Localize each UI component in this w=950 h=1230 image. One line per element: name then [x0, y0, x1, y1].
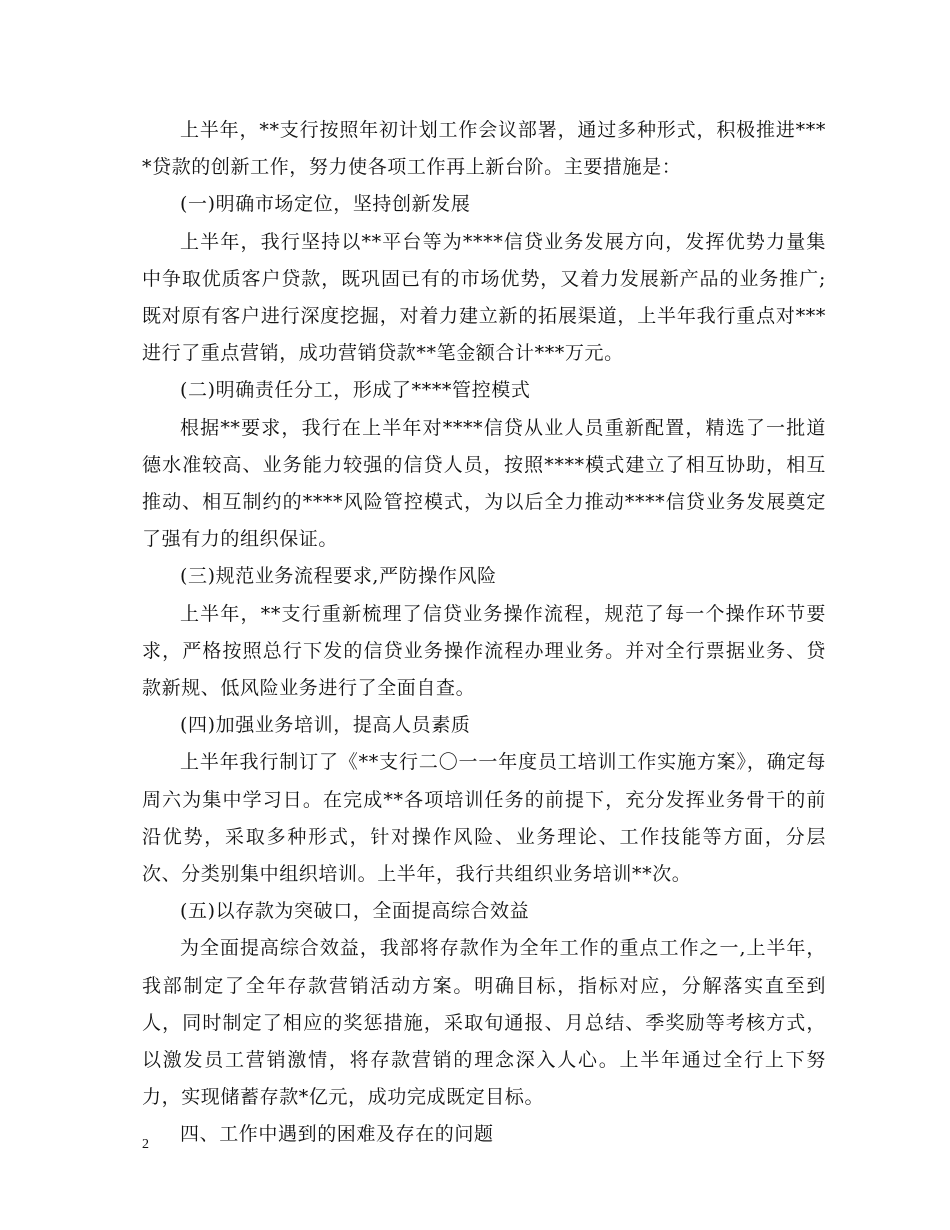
heading-problems: 四、工作中遇到的困难及存在的问题: [180, 1123, 494, 1146]
paragraph-training: 上半年我行制订了《**支行二〇一一年度员工培训工作实施方案》，确定每周六为集中学习日。在完成**各项培训任务的前提下，充分发挥业务骨干的前沿优势，采取多种形式，针对操作风险、业务理论、工作技能等方面，分层次、分类别集中组织培训。上半年，我行共组织业务培训**次。: [142, 751, 826, 886]
paragraph-process-standard: 上半年，**支行重新梳理了信贷业务操作流程，规范了每一个操作环节要求，严格按照总行下发的信贷业务操作流程办理业务。并对全行票据业务、贷款新规、低风险业务进行了全面自查。: [142, 602, 826, 700]
paragraph-market-positioning: 上半年，我行坚持以**平台等为****信贷业务发展方向，发挥优势力量集中争取优质客户贷款，既巩固已有的市场优势，又着力发展新产品的业务推广;既对原有客户进行深度挖掘，对着力建立新的拓展渠道，上半年我行重点对***进行了重点营销，成功营销贷款**笔金额合计***万元。: [142, 230, 826, 365]
heading-training: (四)加强业务培训，提高人员素质: [180, 714, 471, 737]
page-number: 2: [142, 1137, 149, 1152]
paragraph-responsibility: 根据**要求，我行在上半年对****信贷从业人员重新配置，精选了一批道德水准较高、业务能力较强的信贷人员，按照****模式建立了相互协助，相互推动、相互制约的****风险管控模式，为以后全力推动****信贷业务发展奠定了强有力的组织保证。: [142, 416, 826, 551]
paragraph-deposits: 为全面提高综合效益，我部将存款作为全年工作的重点工作之一,上半年，我部制定了全年存款营销活动方案。明确目标，指标对应，分解落实直至到人，同时制定了相应的奖惩措施，采取旬通报、月总结、季奖励等考核方式，以激发员工营销激情，将存款营销的理念深入人心。上半年通过全行上下努力，实现储蓄存款*亿元，成功完成既定目标。: [142, 937, 826, 1109]
heading-market-positioning: (一)明确市场定位，坚持创新发展: [180, 193, 471, 216]
heading-responsibility: (二)明确责任分工，形成了****管控模式: [180, 379, 531, 402]
heading-process-standard: (三)规范业务流程要求,严防操作风险: [180, 565, 497, 588]
paragraph-intro: 上半年，**支行按照年初计划工作会议部署，通过多种形式，积极推进****贷款的创新工作，努力使各项工作再上新台阶。主要措施是：: [142, 119, 826, 179]
heading-deposits: (五)以存款为突破口，全面提高综合效益: [180, 900, 530, 923]
document-body: [142, 112, 826, 1154]
